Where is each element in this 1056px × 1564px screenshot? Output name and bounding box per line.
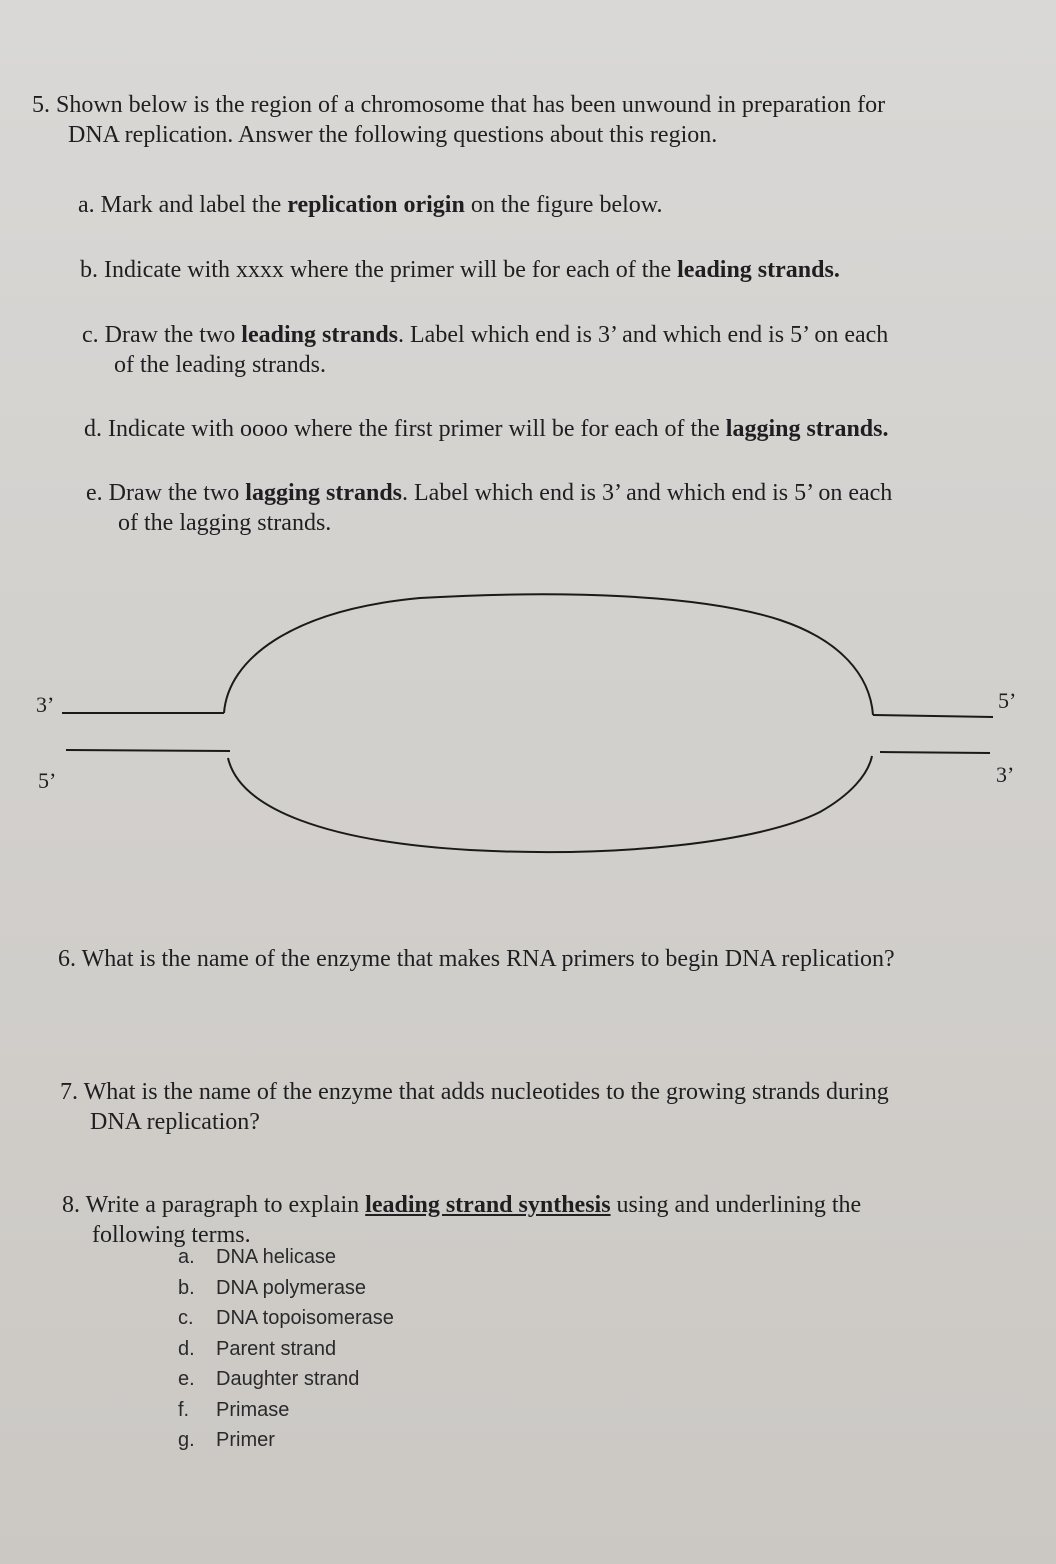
term-item <box>178 1399 394 1430</box>
question-5-text-line2: DNA replication. Answer the following questions about this region. <box>68 122 718 148</box>
question-6-number: 6. <box>58 946 76 972</box>
item-text: Indicate with oooo where the first primer will be for each of the <box>108 416 726 442</box>
item-text-end: . Label which end is 3’ and which end is 5’ on each <box>398 322 889 348</box>
question-5e <box>86 478 1026 538</box>
term-letter: b. <box>178 1276 195 1299</box>
term-item <box>178 1277 394 1308</box>
item-bold-text: leading strands <box>241 322 398 348</box>
item-letter: d. <box>84 416 102 442</box>
item-bold-text: lagging strands <box>245 480 402 506</box>
question-8-underlined-term: leading strand synthesis <box>365 1192 611 1218</box>
term-letter: f. <box>178 1398 190 1421</box>
question-5-number: 5. <box>32 92 50 118</box>
question-7-line2: DNA replication? <box>90 1109 260 1135</box>
question-6-text: What is the name of the enzyme that makes RNA primers to begin DNA replication? <box>81 946 895 972</box>
item-text: Draw the two <box>104 322 242 348</box>
item-bold-text: lagging strands. <box>725 416 889 442</box>
top-bubble-arc <box>224 594 873 715</box>
question-5c <box>82 320 1022 380</box>
question-7-line1: What is the name of the enzyme that adds nucleotides to the growing strands during <box>83 1079 889 1105</box>
replication-bubble-diagram <box>0 580 1056 880</box>
term-list <box>178 1246 394 1460</box>
item-text: Mark and label the <box>100 192 288 218</box>
right-bottom-end-label: 3’ <box>996 762 1015 787</box>
term-text: DNA helicase <box>216 1246 337 1268</box>
question-6 <box>58 944 895 974</box>
item-bold-text: replication origin <box>287 192 465 218</box>
term-text: Primer <box>216 1429 275 1451</box>
item-text-line2: of the lagging strands. <box>118 510 332 536</box>
question-7-number: 7. <box>60 1079 78 1105</box>
term-item <box>178 1368 394 1399</box>
bottom-bubble-arc <box>228 756 872 852</box>
term-text: Parent strand <box>216 1337 337 1360</box>
term-item <box>178 1338 394 1369</box>
question-5-text-line1: Shown below is the region of a chromosome that has been unwound in preparation for <box>56 92 886 118</box>
question-5a <box>78 190 663 220</box>
question-5b <box>80 255 840 285</box>
item-text: Indicate with xxxx where the primer will be for each of the <box>104 257 678 283</box>
item-text-line2: of the leading strands. <box>114 352 326 378</box>
term-letter: g. <box>178 1429 195 1451</box>
question-8-line2: following terms. <box>92 1222 251 1248</box>
item-letter: a. <box>78 192 95 218</box>
bottom-right-strand <box>880 752 990 753</box>
term-item <box>178 1246 394 1277</box>
item-bold-text: leading strands. <box>677 257 840 283</box>
question-8-text-end: using and underlining the <box>610 1192 862 1218</box>
term-letter: c. <box>178 1307 194 1329</box>
term-text: DNA polymerase <box>216 1276 367 1299</box>
top-right-strand <box>873 715 993 717</box>
item-text: Draw the two <box>108 480 246 506</box>
term-text: DNA topoisomerase <box>216 1307 394 1329</box>
bottom-left-strand <box>66 750 230 751</box>
left-bottom-end-label: 5’ <box>38 768 57 793</box>
item-letter: c. <box>82 322 99 348</box>
left-top-end-label: 3’ <box>36 692 55 717</box>
item-letter: e. <box>86 480 103 506</box>
term-letter: d. <box>178 1337 195 1360</box>
right-top-end-label: 5’ <box>998 688 1017 713</box>
question-8-number: 8. <box>62 1192 80 1218</box>
item-text-end: . Label which end is 3’ and which end is 5’ on each <box>402 480 893 506</box>
term-item <box>178 1429 394 1460</box>
term-item <box>178 1307 394 1338</box>
question-8 <box>62 1190 861 1250</box>
term-letter: e. <box>178 1368 195 1390</box>
question-7 <box>60 1077 889 1137</box>
term-letter: a. <box>178 1246 195 1268</box>
term-text: Daughter strand <box>216 1368 360 1390</box>
item-text-end: on the figure below. <box>464 192 663 218</box>
question-8-text: Write a paragraph to explain <box>85 1192 366 1218</box>
question-5 <box>32 90 1032 150</box>
term-text: Primase <box>216 1398 290 1421</box>
question-5d <box>84 414 888 444</box>
item-letter: b. <box>80 257 98 283</box>
